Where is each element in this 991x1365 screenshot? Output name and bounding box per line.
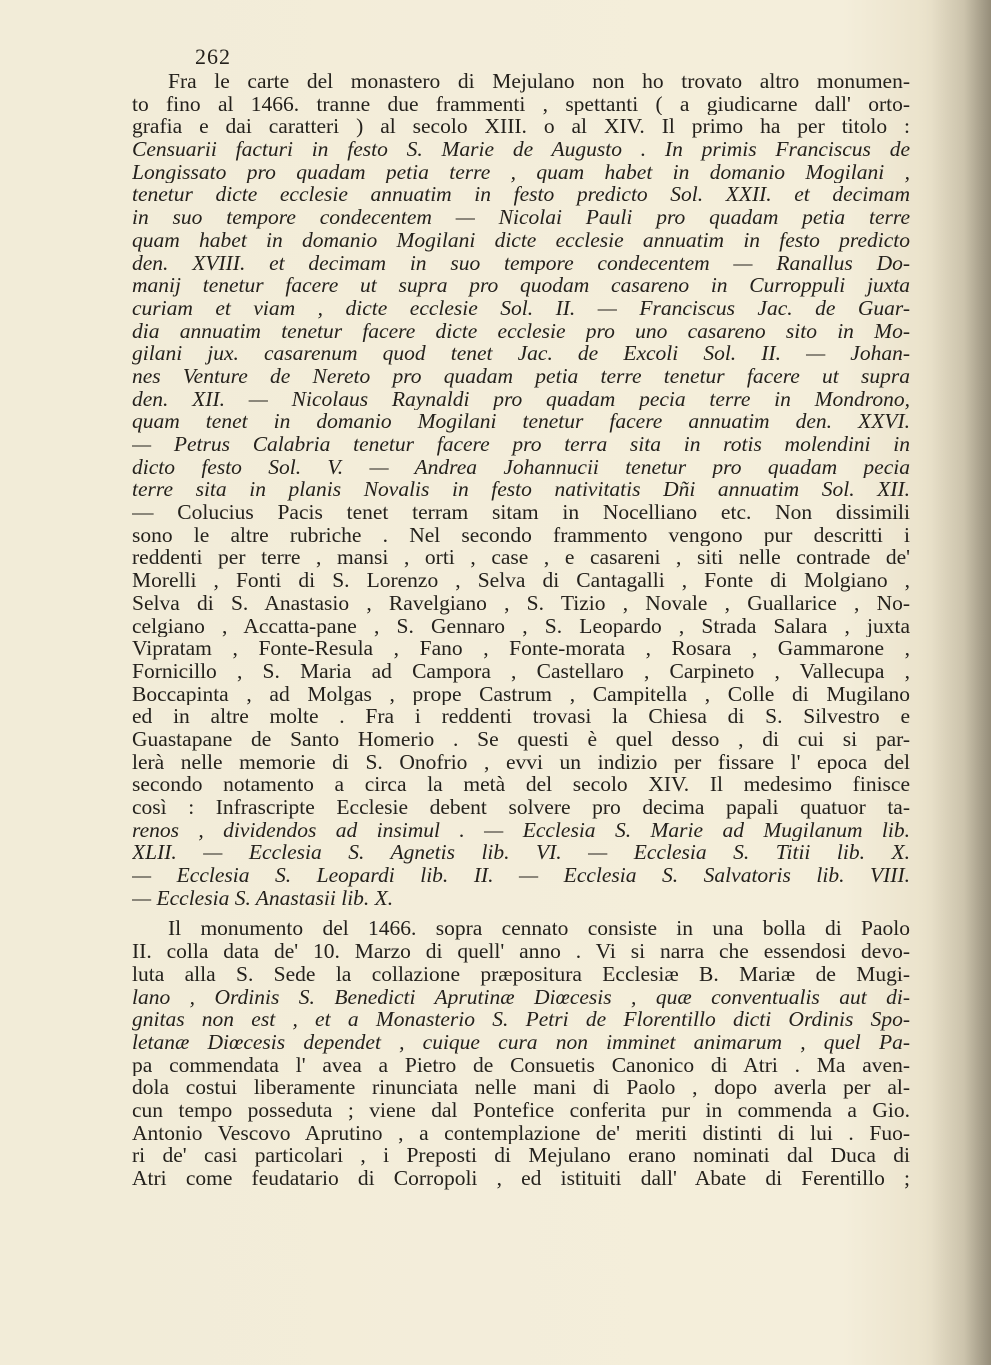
- text-line: curiam et viam , dicte ecclesie Sol. II. — Franciscus Jac. de Guar-: [132, 296, 910, 320]
- paragraph-gap: [132, 909, 910, 917]
- text-line: così : Infrascripte Ecclesie debent solvere pro decima papali quatuor ta-: [132, 796, 910, 819]
- text-line: — Ecclesia S. Anastasii lib. X.: [132, 886, 394, 910]
- text-line: dola costui liberamente rinunciata nelle mani di Paolo , dopo averla per al-: [132, 1076, 910, 1099]
- text-line: Atri come feudatario di Corropoli , ed istituiti dall' Abate di Ferentillo ;: [132, 1167, 910, 1190]
- text-line: quam habet in domanio Mogilani dicte ecclesie annuatim in festo predicto: [132, 228, 910, 252]
- paragraph-1: [132, 70, 910, 909]
- text-line: manij tenetur facere ut supra pro quodam casareno in Curroppuli juxta: [132, 274, 910, 297]
- text-line: Fra le carte del monastero di Mejulano non ho trovato altro monumen-: [168, 70, 910, 93]
- text-line: Selva di S. Anastasio , Ravelgiano , S. Tizio , Novale , Guallarice , No-: [132, 591, 910, 615]
- text-line: quam tenet in domanio Mogilani tenetur facere annuatim den. XXVI.: [132, 410, 910, 433]
- text-line: gilani jux. casarenum quod tenet Jac. de Excoli Sol. II. — Johan-: [132, 342, 910, 365]
- text-line: sono le altre rubriche . Nel secondo frammento vengono pur descritti i: [132, 523, 910, 547]
- page-edge-shadow: [931, 0, 991, 1365]
- text-line: renos , dividendos ad insimul . — Ecclesia S. Marie ad Mugilanum lib.: [132, 818, 910, 842]
- text-line: letanæ Diœcesis dependet , cuique cura non imminet animarum , quel Pa-: [132, 1030, 910, 1054]
- text-line: Fornicillo , S. Maria ad Campora , Castellaro , Carpineto , Vallecupa ,: [132, 659, 910, 683]
- text-line: Morelli , Fonti di S. Lorenzo , Selva di Cantagalli , Fonte di Molgiano ,: [132, 569, 910, 592]
- text-line: Guastapane de Santo Homerio . Se questi è quel desso , di cui si par-: [132, 727, 910, 751]
- text-line: — Petrus Calabria tenetur facere pro terra sita in rotis molendini in: [132, 433, 910, 456]
- text-line: dicto festo Sol. V. — Andrea Johannucii tenetur pro quadam pecia: [132, 455, 910, 479]
- text-line: ri de' casi particolari , i Preposti di Mejulano erano nominati dal Duca di: [132, 1144, 910, 1167]
- text-line: pa commendata l' avea a Pietro de Consuetis Canonico di Atri . Ma aven-: [132, 1053, 910, 1077]
- text-line: den. XII. — Nicolaus Raynaldi pro quadam pecia terre in Mondrono,: [132, 387, 910, 411]
- paragraph-2: [132, 917, 910, 1189]
- text-line: secondo notamento a circa la metà del secolo XIV. Il medesimo finisce: [132, 773, 910, 796]
- text-line: Il monumento del 1466. sopra cennato consiste in una bolla di Paolo: [168, 917, 910, 941]
- text-line: Boccapinta , ad Molgas , prope Castrum , Campitella , Colle di Mugilano: [132, 682, 910, 706]
- text-line: Vipratam , Fonte-Resula , Fano , Fonte-morata , Rosara , Gammarone ,: [132, 637, 910, 660]
- text-line: lano , Ordinis S. Benedicti Aprutinæ Diœcesis , quæ conventualis aut di-: [132, 985, 910, 1009]
- text-line: terre sita in planis Novalis in festo nativitatis Dñi annuatim Sol. XII.: [132, 478, 910, 502]
- text-line: — Ecclesia S. Leopardi lib. II. — Ecclesia S. Salvatoris lib. VIII.: [132, 864, 910, 887]
- text-line: cun tempo posseduta ; viene dal Pontefice conferita pur in commenda a Gio.: [132, 1098, 910, 1122]
- text-line: grafia e dai caratteri ) al secolo XIII. o al XIV. Il primo ha per titolo :: [132, 115, 910, 139]
- text-line: II. colla data de' 10. Marzo di quell' anno . Vi si narra che essendosi devo-: [132, 940, 910, 963]
- text-line: ed in altre molte . Fra i reddenti trovasi la Chiesa di S. Silvestro e: [132, 705, 910, 728]
- text-line: den. XVIII. et decimam in suo tempore condecentem — Ranallus Do-: [132, 251, 910, 275]
- body-text: [132, 70, 910, 1190]
- text-line: gnitas non est , et a Monasterio S. Petri de Florentillo dicti Ordinis Spo-: [132, 1008, 910, 1031]
- text-line: tenetur dicte ecclesie annuatim in festo predicto Sol. XXII. et decimam: [132, 183, 910, 207]
- text-line: reddenti per terre , mansi , orti , case , e casareni , siti nelle contrade de': [132, 546, 910, 570]
- text-line: in suo tempore condecentem — Nicolai Pauli pro quadam petia terre: [132, 206, 910, 229]
- text-line: to fino al 1466. tranne due frammenti , spettanti ( a giudicarne dall' orto-: [132, 92, 910, 116]
- text-line: Antonio Vescovo Aprutino , a contemplazione de' meriti distinti di lui . Fuo-: [132, 1121, 910, 1145]
- text-line: nes Venture de Nereto pro quadam petia terre tenetur facere ut supra: [132, 364, 910, 388]
- text-line: dia annuatim tenetur facere dicte ecclesie pro uno casareno sito in Mo-: [132, 319, 910, 343]
- text-line: celgiano , Accatta-pane , S. Gennaro , S. Leopardo , Strada Salara , juxta: [132, 614, 910, 638]
- text-line: XLII. — Ecclesia S. Agnetis lib. VI. — Ecclesia S. Titii lib. X.: [132, 841, 910, 865]
- text-line: Longissato pro quadam petia terre , quam habet in domanio Mogilani ,: [132, 160, 910, 184]
- text-line: luta alla S. Sede la collazione præpositura Ecclesiæ B. Mariæ de Mugi-: [132, 962, 910, 986]
- page-number: 262: [195, 44, 231, 69]
- text-line: lerà nelle memorie di S. Onofrio , evvi un indizio per fissare l' epoca del: [132, 750, 910, 774]
- text-line: — Colucius Pacis tenet terram sitam in Nocelliano etc. Non dissimili: [132, 501, 910, 524]
- text-line: Censuarii facturi in festo S. Marie de Augusto . In primis Franciscus de: [132, 138, 910, 161]
